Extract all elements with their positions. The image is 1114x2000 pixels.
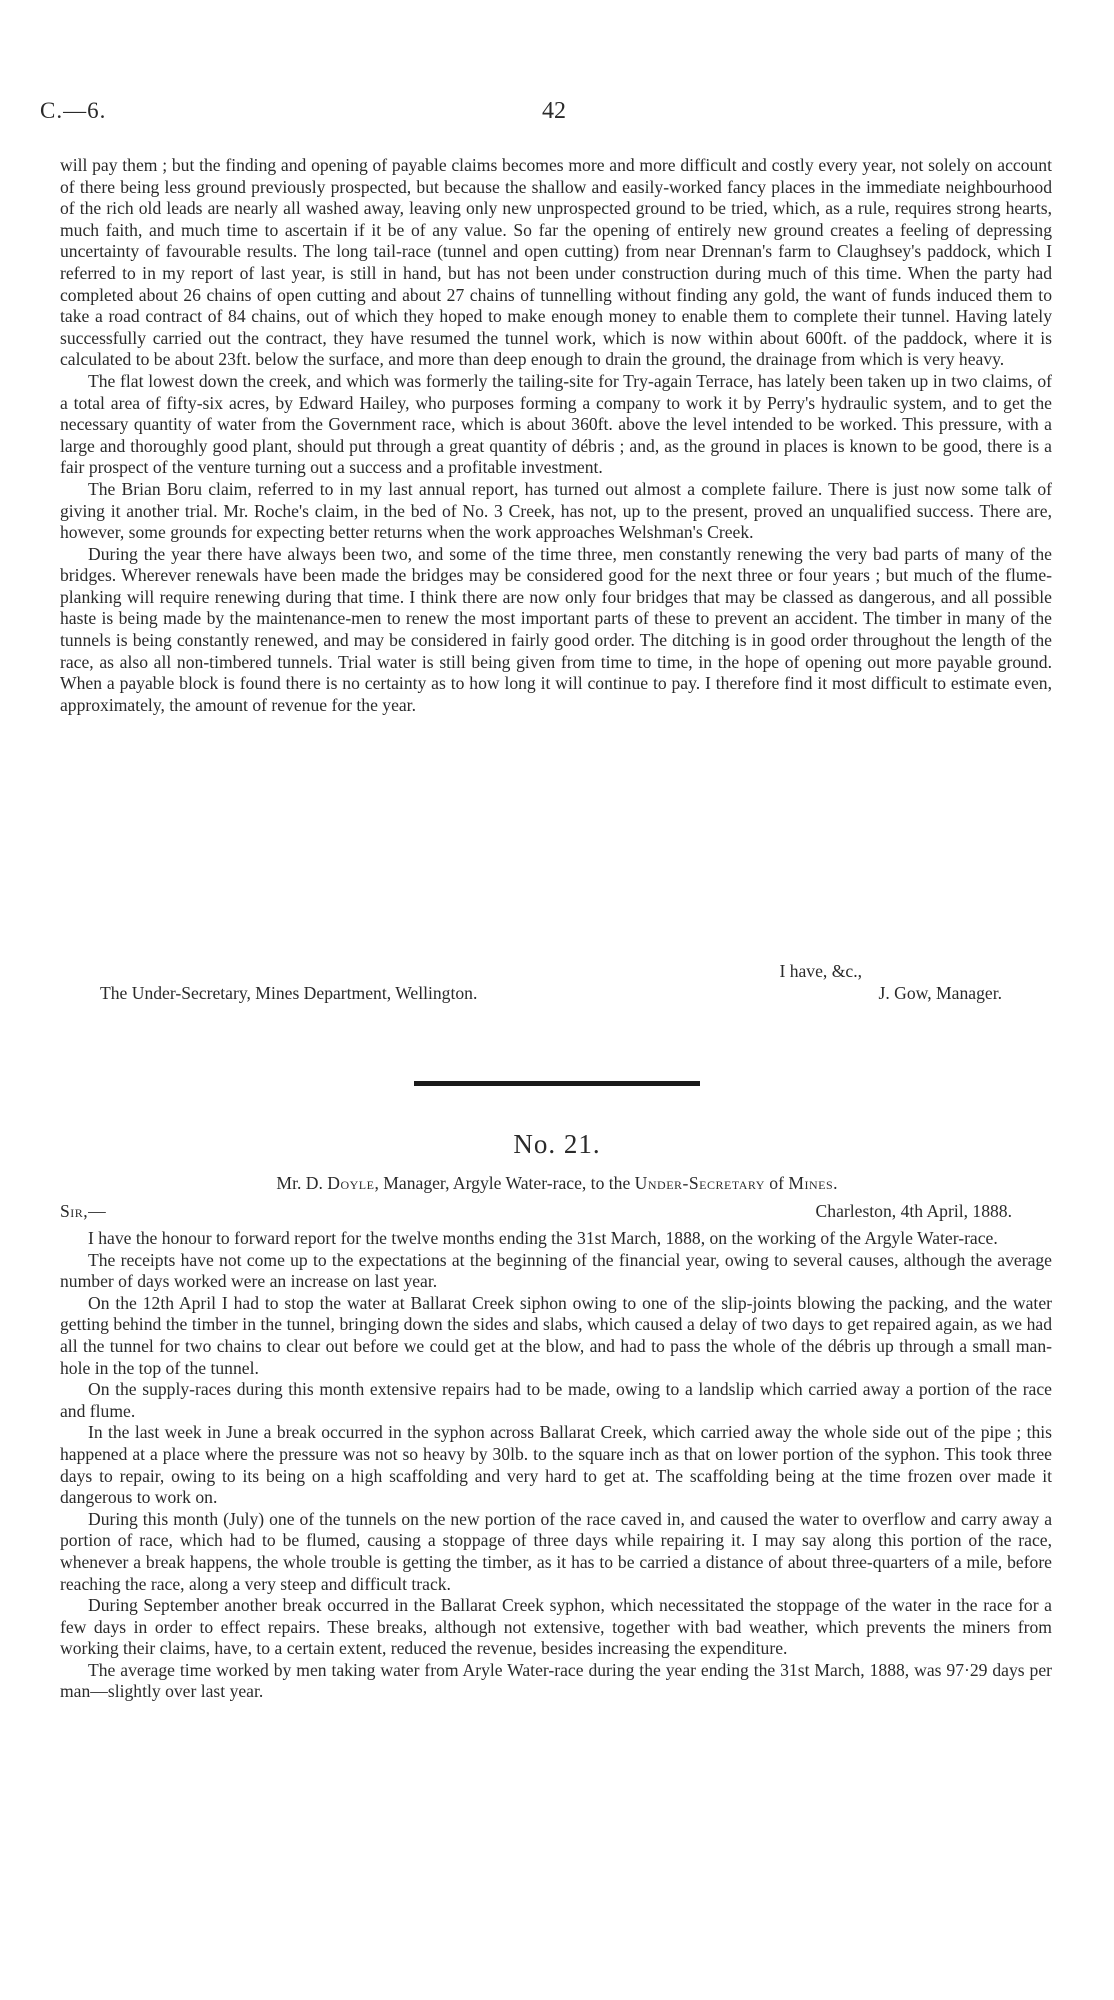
addressee: The Under-Secretary, Mines Department, Wellington. [100,983,478,1003]
paragraph: The flat lowest down the creek, and which was formerly the tailing-site for Try-again Terrace, has lately been taken up in two claims, of a total area of fifty-six acres, by Edward Hailey, who purposes forming a company to work it by Perry's hydraulic system, and to get the necessary quantity of water from the Government race, which is about 360ft. above the level intended to be worked. This pressure, with a large and thoroughly good plant, should put through a great quantity of débris ; and, as the ground in places is known to be good, there is a fair prospect of the venture turning out a success and a profitable investment. [60,370,1052,478]
subheading-recipient: Under-Secretary [634,1173,765,1193]
paragraph: On the supply-races during this month extensive repairs had to be made, owing to a landslip which carried away a portion of the race and flume. [60,1379,1052,1421]
subheading-part: . [833,1173,838,1193]
section-divider [414,1081,700,1086]
report-number-heading: No. 21. [513,1129,601,1159]
running-head [0,98,1114,138]
paragraph: On the 12th April I had to stop the water at Ballarat Creek siphon owing to one of the slip-joints blowing the packing, and the water getting behind the timber in the tunnel, bringing down the sides and slabs, which caused a delay of two days to get repaired again, as we had all the tunnel for two chains to clear out before we could get at the blow, and had to pass the whole of the débris up through a small man-hole in the top of the tunnel. [60,1292,1052,1378]
subheading-name: Doyle [327,1173,375,1193]
signature: J. Gow, Manager. [878,983,1002,1003]
place-date: Charleston, 4th April, 1888. [815,1201,1012,1221]
report-one-body [60,155,1052,716]
subheading-part: of [764,1173,789,1193]
paragraph: During September another break occurred in the Ballarat Creek syphon, which necessitated the stoppage of the water in the race for a few days in order to effect repairs. These breaks, although not extensive, together with bad weather, which prevents the miners from working their claims, have, to a certain extent, reduced the revenue, besides increasing the expenditure. [60,1595,1052,1659]
report-two-body [60,1228,1052,1703]
paragraph: In the last week in June a break occurred in the syphon across Ballarat Creek, which carried away the whole side out of the pipe ; this happened at a place where the pressure was not so heavy by 30lb. to the square inch as that on lower portion of the syphon. This took three days to repair, owing to its being on a high scaffolding and very hard to get at. The scaffolding being at the time frozen over made it dangerous to work on. [60,1422,1052,1508]
page-number: 42 [542,98,566,124]
series-code: C.—6. [40,98,107,123]
paragraph: The average time worked by men taking water from Aryle Water-race during the year ending the 31st March, 1888, was 97·29 days per man—slightly over last year. [60,1659,1052,1702]
paragraph: The receipts have not come up to the expectations at the beginning of the financial year, owing to several causes, although the average number of days worked were an increase on last year. [60,1249,1052,1292]
paragraph: I have the honour to forward report for the twelve months ending the 31st March, 1888, on the working of the Argyle Water-race. [88,1228,998,1248]
paragraph: During the year there have always been two, and some of the time three, men constantly renewing the very bad parts of many of the bridges. Wherever renewals have been made the bridges may be considered good for the next three or four years ; but much of the flume-planking will require renewing during that time. I think there are now only four bridges that may be classed as dangerous, and all possible haste is being made by the maintenance-men to renew the most important parts of these to prevent an accident. The timber in many of the tunnels is being constantly renewed, and may be considered in fairly good order. The ditching is in good order throughout the length of the race, as also all non-timbered tunnels. Trial water is still being given from time to time, in the hope of opening out more payable ground. When a payable block is found there is no certainty as to how long it will continue to pay. I therefore find it most difficult to estimate even, approximately, the amount of revenue for the year. [60,543,1052,715]
report-one-signoff [60,960,1052,1004]
subheading-part: Mr. D. [276,1173,328,1193]
paragraph: The Brian Boru claim, referred to in my last annual report, has turned out almost a complete failure. There is just now some talk of giving it another trial. Mr. Roche's claim, in the bed of No. 3 Creek, has not, up to the present, proved an unqualified success. There are, however, some grounds for expecting better returns when the work approaches Welshman's Creek. [60,478,1052,543]
report-subheading [0,1173,1114,1194]
closing-line: I have, &c., [779,961,862,981]
subheading-part: , Manager, Argyle Water-race, to the [374,1173,635,1193]
paragraph: During this month (July) one of the tunnels on the new portion of the race caved in, and caused the water to overflow and carry away a portion of race, which had to be flumed, causing a stoppage of three days while repairing it. I may say along this portion of the race, whenever a break happens, the whole trouble is getting the timber, as it has to be carried a distance of about three-quarters of a mile, before reaching the race, along a very steep and difficult track. [60,1508,1052,1594]
salutation: Sir,— [60,1201,107,1221]
salutation-row [60,1201,1052,1223]
subheading-dept: Mines [788,1173,834,1193]
paragraph: will pay them ; but the finding and opening of payable claims becomes more and more difficult and costly every year, not solely on account of there being less ground previously prospected, but because the shallow and easily-worked fancy places in the immediate neighbourhood of the rich old leads are nearly all washed away, leaving only new unprospected ground to be tried, which, as a rule, requires strong hearts, much faith, and much time to ascertain if it be of any value. So far the opening of entirely new ground creates a feeling of depressing uncertainty of favourable results. The long tail-race (tunnel and open cutting) from near Drennan's farm to Claughsey's paddock, which I referred to in my report of last year, is still in hand, but has not been under construction during much of this time. When the party had completed about 26 chains of open cutting and about 27 chains of tunnelling without finding any gold, the want of funds induced them to take a road contract of 84 chains, out of which they hoped to make enough money to enable them to complete their tunnel. Having lately successfully carried out the contract, they have resumed the tunnel work, which is now within about 600ft. of the paddock, where it is calculated to be about 23ft. below the surface, and more than deep enough to drain the ground, the drainage from which is very heavy. [60,155,1052,370]
